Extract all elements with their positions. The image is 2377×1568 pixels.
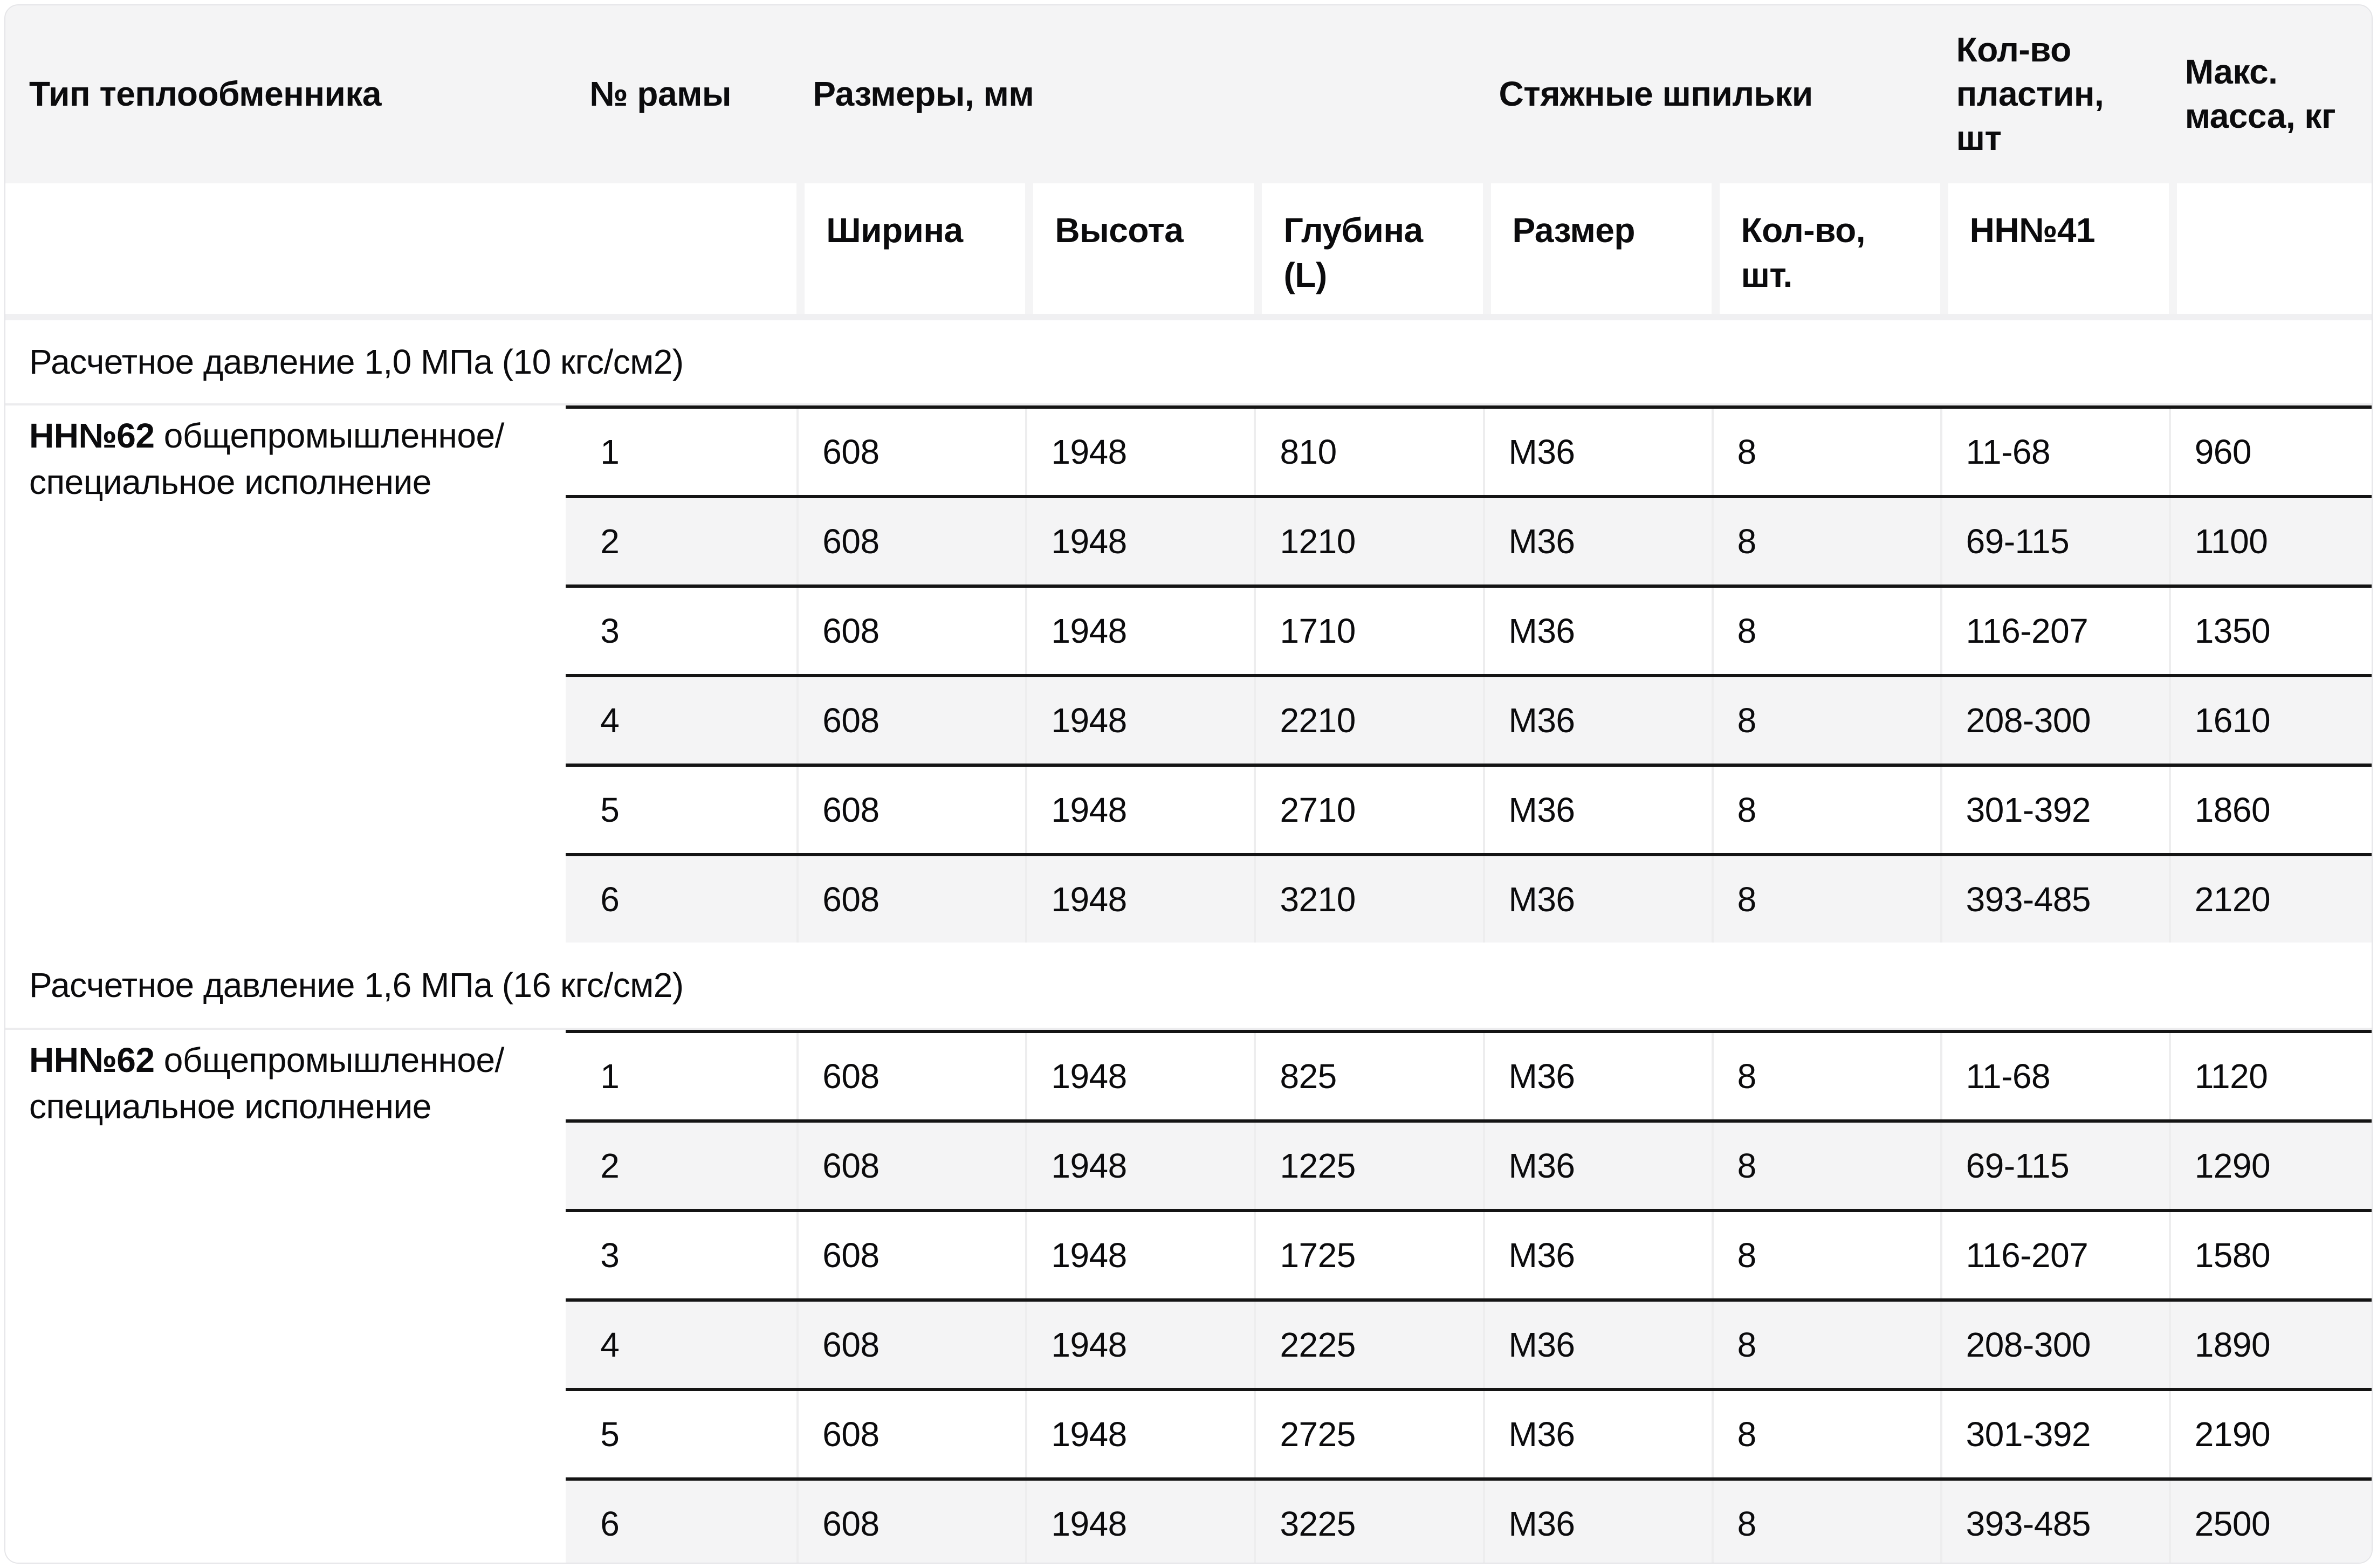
cell-frame-no: 4 — [600, 701, 620, 740]
cell-height: 1948 — [1025, 1212, 1254, 1298]
cell-plate-range: 116-207 — [1940, 1212, 2169, 1298]
cell-height: 1948 — [1025, 1033, 1254, 1119]
header-plates-label: Кол-во пластин, шт — [1956, 30, 2104, 157]
cell-frame-no: 1 — [600, 432, 620, 471]
type-cell — [5, 1030, 566, 1564]
cell-width: 608 — [796, 409, 1025, 495]
cell-width: 608 — [796, 588, 1025, 674]
cell-depth: 810 — [1254, 409, 1482, 495]
cell-frame-no: 6 — [600, 880, 620, 919]
cell-stud-qty: 8 — [1712, 1123, 1940, 1209]
cell-stud-qty: 8 — [1712, 588, 1940, 674]
subheader-width-label: Ширина — [826, 211, 963, 250]
subheader-plates-model-label: НН№41 — [1969, 211, 2096, 250]
header-max-mass — [2169, 5, 2372, 183]
cell-height: 1948 — [1025, 767, 1254, 853]
cell-frame-no: 2 — [600, 1146, 620, 1185]
type-model: НН№62 — [29, 416, 155, 455]
cell-depth: 1725 — [1254, 1212, 1482, 1298]
cell-stud-qty: 8 — [1712, 1033, 1940, 1119]
cell-stud-size: М36 — [1483, 1033, 1712, 1119]
table-row — [566, 1119, 2372, 1209]
cell-frame-no: 3 — [600, 1236, 620, 1275]
cell-max-mass: 1120 — [2169, 1033, 2372, 1119]
header-studs-label: Стяжные шпильки — [1499, 74, 1813, 114]
cell-frame-no: 1 — [600, 1057, 620, 1096]
subheader-stud-qty-label: Кол-во, шт. — [1741, 211, 1865, 295]
type-desc-line2: специальное исполнение — [29, 1086, 431, 1126]
cell-max-mass: 1290 — [2169, 1123, 2372, 1209]
cell-stud-qty: 8 — [1712, 409, 1940, 495]
table-row — [566, 584, 2372, 674]
cell-plate-range: 69-115 — [1940, 1123, 2169, 1209]
cell-height: 1948 — [1025, 409, 1254, 495]
cell-height: 1948 — [1025, 1123, 1254, 1209]
section-body-1.6mpa — [5, 1028, 2372, 1564]
cell-max-mass: 2190 — [2169, 1391, 2372, 1477]
cell-stud-size: М36 — [1483, 409, 1712, 495]
cell-width: 608 — [796, 856, 1025, 943]
cell-height: 1948 — [1025, 1302, 1254, 1388]
cell-plate-range: 208-300 — [1940, 677, 2169, 764]
cell-plate-range: 301-392 — [1940, 767, 2169, 853]
subheader-height — [1025, 183, 1254, 314]
subheader-stud-qty — [1712, 183, 1940, 314]
section-rows — [566, 405, 2372, 943]
table-row — [566, 405, 2372, 495]
section-title-1.6mpa: Расчетное давление 1,6 МПа (16 кгс/см2) — [5, 943, 2372, 1028]
cell-stud-size: М36 — [1483, 1123, 1712, 1209]
table-row — [566, 1477, 2372, 1564]
cell-depth: 1210 — [1254, 498, 1482, 584]
cell-width: 608 — [796, 1302, 1025, 1388]
cell-width: 608 — [796, 498, 1025, 584]
cell-stud-size: М36 — [1483, 1391, 1712, 1477]
subheader-height-label: Высота — [1055, 211, 1184, 250]
type-desc-line2: специальное исполнение — [29, 462, 431, 501]
cell-plate-range: 393-485 — [1940, 856, 2169, 943]
cell-stud-qty: 8 — [1712, 856, 1940, 943]
cell-max-mass: 960 — [2169, 409, 2372, 495]
cell-plate-range: 11-68 — [1940, 1033, 2169, 1119]
cell-stud-size: М36 — [1483, 588, 1712, 674]
table-header-row — [5, 5, 2372, 183]
table-row — [566, 1388, 2372, 1477]
cell-height: 1948 — [1025, 498, 1254, 584]
cell-width: 608 — [796, 1212, 1025, 1298]
cell-width: 608 — [796, 1391, 1025, 1477]
table-subheader-row — [5, 183, 2372, 320]
cell-depth: 1225 — [1254, 1123, 1482, 1209]
cell-plate-range: 116-207 — [1940, 588, 2169, 674]
header-max-mass-label: Макс. масса, кг — [2184, 52, 2336, 135]
cell-frame-no: 2 — [600, 522, 620, 561]
cell-plate-range: 11-68 — [1940, 409, 2169, 495]
cell-stud-qty: 8 — [1712, 1391, 1940, 1477]
cell-max-mass: 1100 — [2169, 498, 2372, 584]
header-frame-no-label: № рамы — [589, 74, 732, 114]
cell-max-mass: 1610 — [2169, 677, 2372, 764]
spec-table-card — [4, 4, 2373, 1564]
header-type — [5, 5, 566, 183]
type-model: НН№62 — [29, 1041, 155, 1079]
subheader-stud-size — [1483, 183, 1712, 314]
type-desc-line1: общепромышленное/ — [154, 1041, 504, 1079]
cell-max-mass: 1350 — [2169, 588, 2372, 674]
cell-stud-size: М36 — [1483, 677, 1712, 764]
cell-stud-qty: 8 — [1712, 1302, 1940, 1388]
cell-frame-no: 6 — [600, 1504, 620, 1543]
cell-stud-size: М36 — [1483, 1481, 1712, 1564]
section-body-1.0mpa — [5, 403, 2372, 943]
header-type-label: Тип теплообменника — [29, 74, 381, 114]
cell-plate-range: 69-115 — [1940, 498, 2169, 584]
table-row — [566, 764, 2372, 853]
cell-stud-qty: 8 — [1712, 767, 1940, 853]
cell-stud-size: М36 — [1483, 1212, 1712, 1298]
header-plates — [1940, 5, 2169, 183]
cell-width: 608 — [796, 1033, 1025, 1119]
cell-height: 1948 — [1025, 856, 1254, 943]
cell-stud-qty: 8 — [1712, 1212, 1940, 1298]
cell-depth: 2710 — [1254, 767, 1482, 853]
table-row — [566, 853, 2372, 943]
cell-depth: 3225 — [1254, 1481, 1482, 1564]
cell-max-mass: 2500 — [2169, 1481, 2372, 1564]
cell-depth: 3210 — [1254, 856, 1482, 943]
cell-frame-no: 5 — [600, 790, 620, 829]
cell-plate-range: 208-300 — [1940, 1302, 2169, 1388]
cell-height: 1948 — [1025, 1481, 1254, 1564]
header-dimensions-label: Размеры, мм — [813, 74, 1034, 114]
type-cell — [5, 405, 566, 943]
cell-plate-range: 301-392 — [1940, 1391, 2169, 1477]
subheader-width — [796, 183, 1025, 314]
cell-max-mass: 1860 — [2169, 767, 2372, 853]
table-row — [566, 674, 2372, 764]
cell-stud-size: М36 — [1483, 856, 1712, 943]
cell-width: 608 — [796, 1123, 1025, 1209]
table-row — [566, 495, 2372, 584]
subheader-depth — [1254, 183, 1482, 314]
subheader-plates-model — [1940, 183, 2169, 314]
subheader-depth-label: Глубина (L) — [1283, 211, 1423, 295]
header-dimensions-group — [796, 5, 1482, 183]
header-frame-no — [566, 5, 796, 183]
section-title-1.0mpa: Расчетное давление 1,0 МПа (10 кгс/см2) — [5, 320, 2372, 403]
cell-max-mass: 1580 — [2169, 1212, 2372, 1298]
table-row — [566, 1030, 2372, 1119]
cell-height: 1948 — [1025, 1391, 1254, 1477]
cell-frame-no: 4 — [600, 1325, 620, 1364]
cell-max-mass: 2120 — [2169, 856, 2372, 943]
table-row — [566, 1209, 2372, 1298]
cell-stud-size: М36 — [1483, 767, 1712, 853]
cell-height: 1948 — [1025, 677, 1254, 764]
cell-stud-qty: 8 — [1712, 677, 1940, 764]
cell-frame-no: 3 — [600, 611, 620, 650]
cell-depth: 2210 — [1254, 677, 1482, 764]
table-row — [566, 1298, 2372, 1388]
subheader-stud-size-label: Размер — [1512, 211, 1635, 250]
cell-stud-qty: 8 — [1712, 1481, 1940, 1564]
cell-depth: 2225 — [1254, 1302, 1482, 1388]
type-desc-line1: общепромышленное/ — [154, 416, 504, 455]
cell-max-mass: 1890 — [2169, 1302, 2372, 1388]
subheader-blank-last — [2169, 183, 2372, 314]
cell-width: 608 — [796, 1481, 1025, 1564]
cell-stud-size: М36 — [1483, 1302, 1712, 1388]
cell-width: 608 — [796, 767, 1025, 853]
cell-plate-range: 393-485 — [1940, 1481, 2169, 1564]
section-rows — [566, 1030, 2372, 1564]
cell-stud-size: М36 — [1483, 498, 1712, 584]
cell-height: 1948 — [1025, 588, 1254, 674]
cell-depth: 2725 — [1254, 1391, 1482, 1477]
cell-stud-qty: 8 — [1712, 498, 1940, 584]
header-studs-group — [1483, 5, 1940, 183]
subheader-blank — [5, 183, 796, 314]
cell-depth: 825 — [1254, 1033, 1482, 1119]
cell-width: 608 — [796, 677, 1025, 764]
cell-depth: 1710 — [1254, 588, 1482, 674]
cell-frame-no: 5 — [600, 1415, 620, 1454]
